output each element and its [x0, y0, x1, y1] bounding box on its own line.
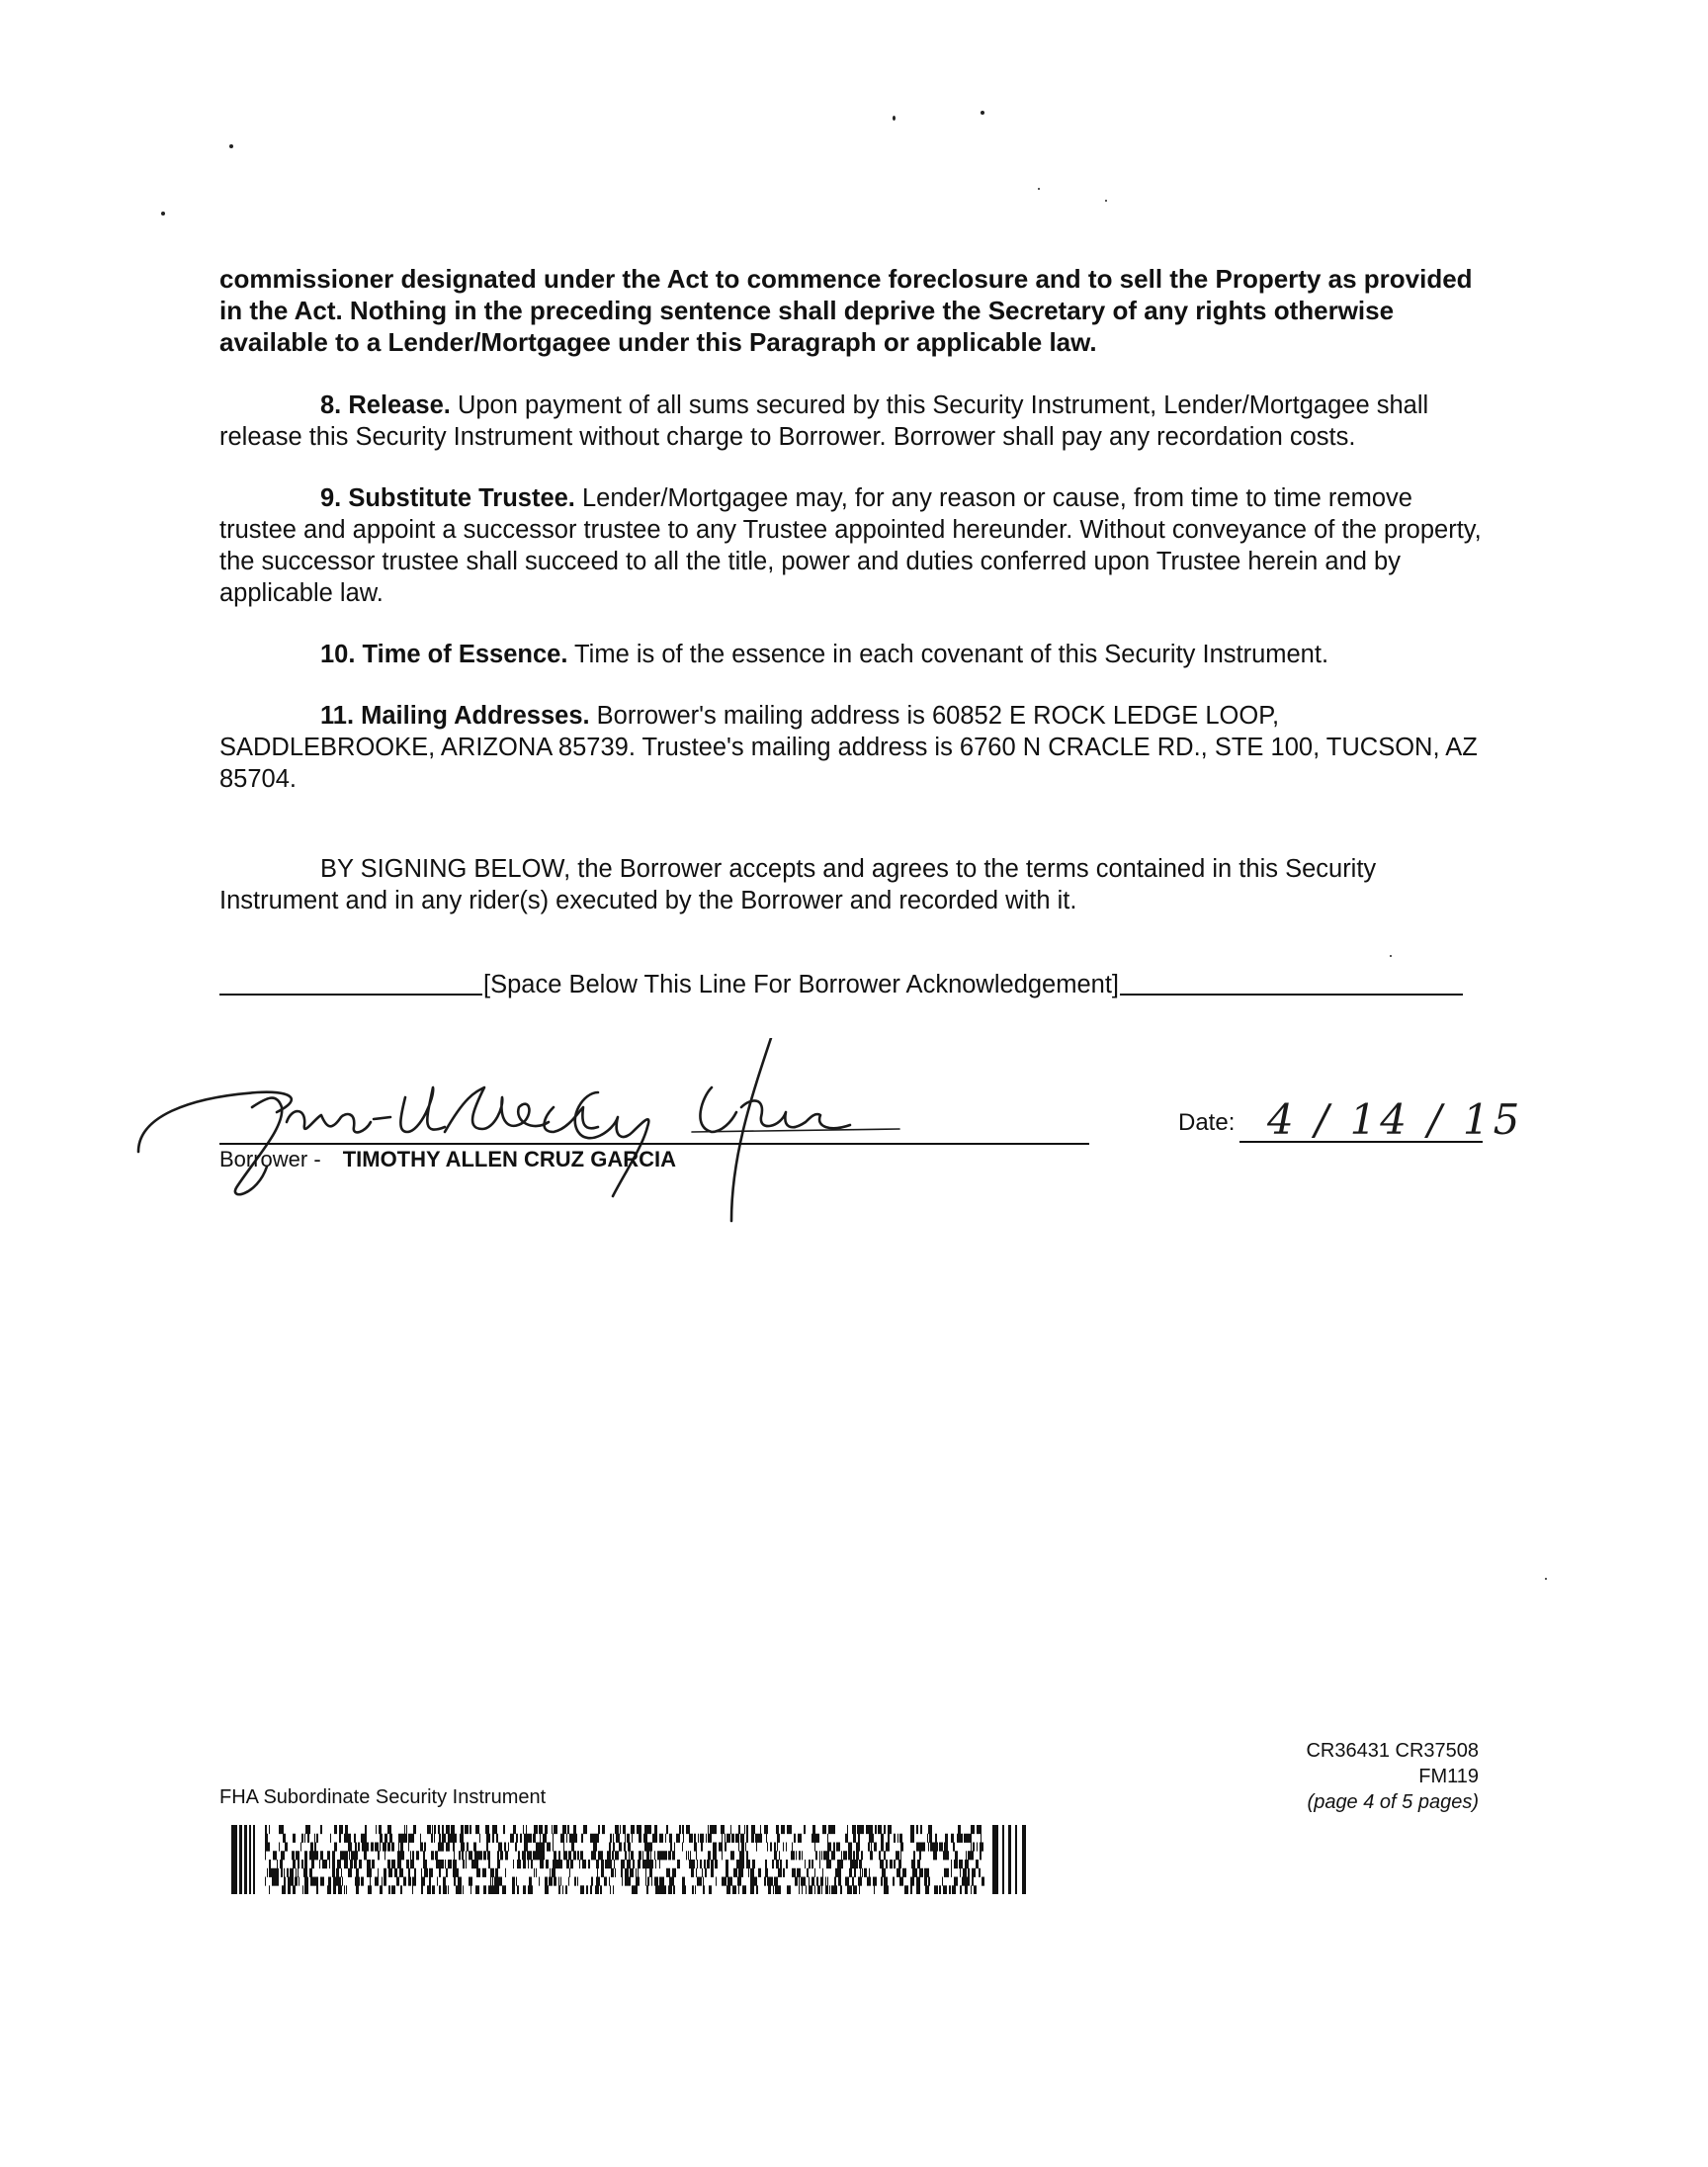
scan-speck	[161, 212, 165, 216]
borrower-signature-icon	[119, 1038, 1107, 1236]
date-label: Date:	[1178, 1109, 1236, 1136]
separator-rule-right	[1120, 994, 1463, 996]
scan-speck	[981, 111, 984, 115]
borrower-prefix: Borrower -	[219, 1147, 321, 1171]
scan-speck	[1038, 188, 1040, 190]
mailing-addresses-paragraph	[219, 700, 1494, 795]
continuation-paragraph: commissioner designated under the Act to commence foreclosure and to sell the Property as provided in the Act. Nothing in the preceding sentence shall deprive the Secretary of any rights otherwise available to a Lender/Mortgagee under this Paragraph or applicable law.	[219, 264, 1473, 357]
handwritten-date: 4 / 14 / 15	[1267, 1095, 1524, 1144]
separator-rule-left	[219, 994, 482, 996]
release-paragraph	[219, 390, 1494, 453]
by-signing-paragraph: BY SIGNING BELOW, the Borrower accepts and agrees to the terms contained in this Security Instrument and in any rider(s) executed by the Borrower and recorded with it.	[219, 855, 1377, 914]
borrower-label	[219, 1147, 676, 1172]
separator-label: [Space Below This Line For Borrower Acknowledgement]	[483, 971, 1120, 998]
time-of-essence-text: Time is of the essence in each covenant of this Security Instrument.	[567, 641, 1329, 668]
time-of-essence-heading: 10. Time of Essence.	[320, 641, 568, 668]
scan-speck	[1390, 955, 1392, 957]
borrower-signature-line	[219, 1143, 1089, 1145]
form-title: FHA Subordinate Security Instrument	[219, 1786, 547, 1808]
form-codes: CR36431 CR37508	[1306, 1740, 1479, 1762]
page-indicator: (page 4 of 5 pages)	[1307, 1791, 1479, 1813]
mailing-addresses-text: Borrower's mailing address is 60852 E ROCK LEDGE LOOP, SADDLEBROOKE, ARIZONA 85739. Trustee's mailing address is 6760 N CRACLE RD., STE 100, TUCSON, AZ 85704.	[219, 702, 1478, 793]
scan-speck	[1545, 1578, 1547, 1580]
scan-speck	[1105, 200, 1107, 202]
time-of-essence-paragraph	[219, 639, 1494, 670]
substitute-trustee-paragraph	[219, 482, 1494, 609]
scan-speck	[893, 116, 896, 121]
footer-codes-block	[1306, 1738, 1479, 1815]
form-number: FM119	[1418, 1766, 1479, 1787]
acknowledgement-separator	[219, 971, 1463, 999]
release-heading: 8. Release.	[320, 391, 451, 419]
substitute-trustee-heading: 9. Substitute Trustee.	[320, 484, 575, 512]
scan-speck	[229, 144, 233, 148]
barcode-icon	[231, 1825, 1030, 1894]
release-text: Upon payment of all sums secured by this Security Instrument, Lender/Mortgagee shall release this Security Instrument without charge to Borrower. Borrower shall pay any recordation costs.	[219, 391, 1429, 451]
mailing-addresses-heading: 11. Mailing Addresses.	[320, 702, 590, 730]
substitute-trustee-text: Lender/Mortgagee may, for any reason or cause, from time to time remove trustee and appoint a successor trustee to any Trustee appointed hereunder. Without conveyance of the property, the successor trustee shall succeed to all the title, power and duties conferred upon Trustee herein and by applicable law.	[219, 484, 1482, 607]
borrower-name: TIMOTHY ALLEN CRUZ GARCIA	[342, 1147, 677, 1171]
date-line	[1239, 1141, 1483, 1143]
